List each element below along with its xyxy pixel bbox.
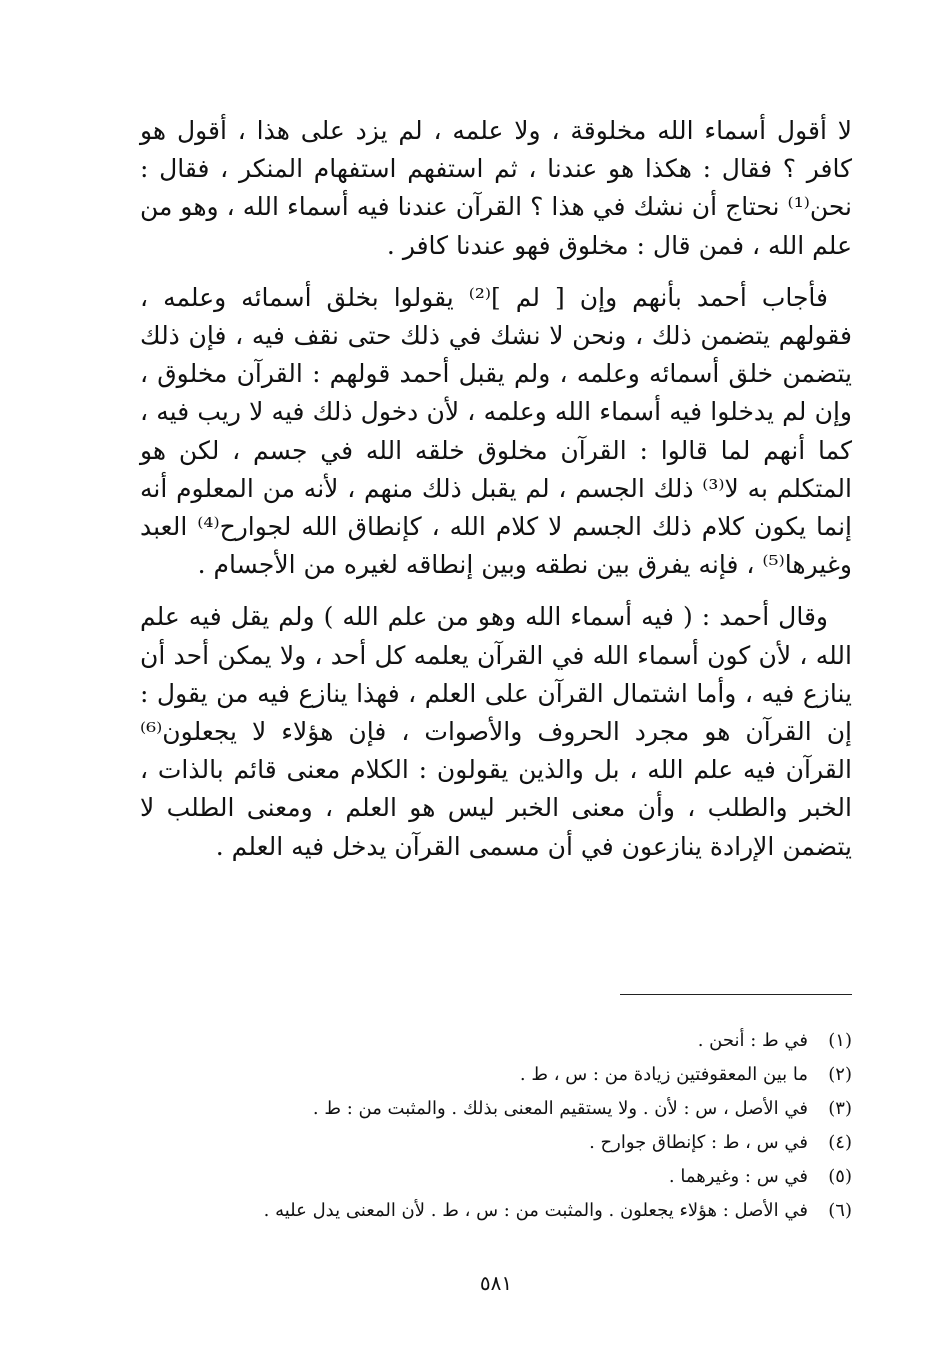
- footnote: [140, 1194, 852, 1228]
- page-number: ٥٨١: [479, 1271, 513, 1295]
- footnote-number: (٢): [828, 1064, 852, 1085]
- footnote-number: (١): [828, 1030, 852, 1051]
- paragraph-1: لا أقول أسماء الله مخلوقة ، ولا علمه ، لم يزد على هذا ، أقول هو كافر ؟ فقال : هكذا هو عندنا ، ثم استفهم استفهام المنكر ، فقال : نحن⁽¹⁾ نحتاج أن نشك في هذا ؟ القرآن عندنا فيه أسماء الله ، وهو من علم الله ، فمن قال : مخلوق فهو عندنا كافر .: [140, 116, 852, 260]
- page: [140, 112, 852, 1312]
- footnote-text: في الأصل : هؤلاء يجعلون . والمثبت من : س ، ط . لأن المعنى يدل عليه .: [263, 1200, 808, 1221]
- footnote-text: ما بين المعقوفتين زيادة من : س ، ط .: [519, 1064, 808, 1085]
- footnote: [140, 1126, 852, 1160]
- main-text: [140, 112, 852, 866]
- paragraph-3: وقال أحمد : ( فيه أسماء الله وهو من علم الله ) ولم يقل فيه علم الله ، لأن كون أسماء الله في القرآن يعلمه كل أحد ، ولا يمكن أحد أن ينازع فيه ، وأما اشتمال القرآن على العلم ، فهذا ينازع فيه من يقول : إن القرآن هو مجرد الحروف والأصوات ، فإن هؤلاء لا يجعلون⁽⁶⁾ القرآن فيه علم الله ، بل والذين يقولون : الكلام معنى قائم بالذات ، الخبر والطلب ، وأن معنى الخبر ليس هو العلم ، ومعنى الطلب لا يتضمن الإرادة ينازعون في أن مسمى القرآن يدخل فيه العلم .: [140, 602, 852, 861]
- footnotes-list: [140, 1024, 852, 1228]
- footnote-text: في الأصل ، س : لأن . ولا يستقيم المعنى بذلك . والمثبت من : ط .: [312, 1098, 808, 1119]
- footnote: [140, 1092, 852, 1126]
- footnote-number: (٣): [828, 1098, 852, 1119]
- footnote-number: (٥): [828, 1166, 852, 1187]
- footnote: [140, 1058, 852, 1092]
- footnote-separator: [620, 994, 852, 995]
- footnote: [140, 1024, 852, 1058]
- paragraph-2: فأجاب أحمد بأنهم وإن [ لم ]⁽²⁾ يقولوا بخلق أسمائه وعلمه ، فقولهم يتضمن ذلك ، ونحن لا نشك في ذلك حتى نقف فيه ، فإن ذلك يتضمن خلق أسمائه وعلمه ، ولم يقبل أحمد قولهم : القرآن مخلوق ، وإن لم يدخلوا فيه أسماء الله وعلمه ، لأن دخول ذلك فيه لا ريب فيه ، كما أنهم لما قالوا : القرآن مخلوق خلقه الله في جسم ، لكن هو المتكلم به لا⁽³⁾ ذلك الجسم ، لم يقبل ذلك منهم ، لأنه من المعلوم أنه إنما يكون كلام ذلك الجسم لا كلام الله ، كإنطاق الله لجوارح⁽⁴⁾ العبد وغيرها⁽⁵⁾ ، فإنه يفرق بين نطقه وبين إنطاقه لغيره من الأجسام .: [140, 282, 852, 580]
- footnote: [140, 1160, 852, 1194]
- footnote-number: (٦): [828, 1200, 852, 1221]
- footnote-text: في س ، ط : كإنطاق جوارح .: [589, 1132, 808, 1153]
- footnote-text: في ط : أنحن .: [697, 1030, 808, 1051]
- footnote-text: في س : وغيرهما .: [668, 1166, 808, 1187]
- footnote-number: (٤): [828, 1132, 852, 1153]
